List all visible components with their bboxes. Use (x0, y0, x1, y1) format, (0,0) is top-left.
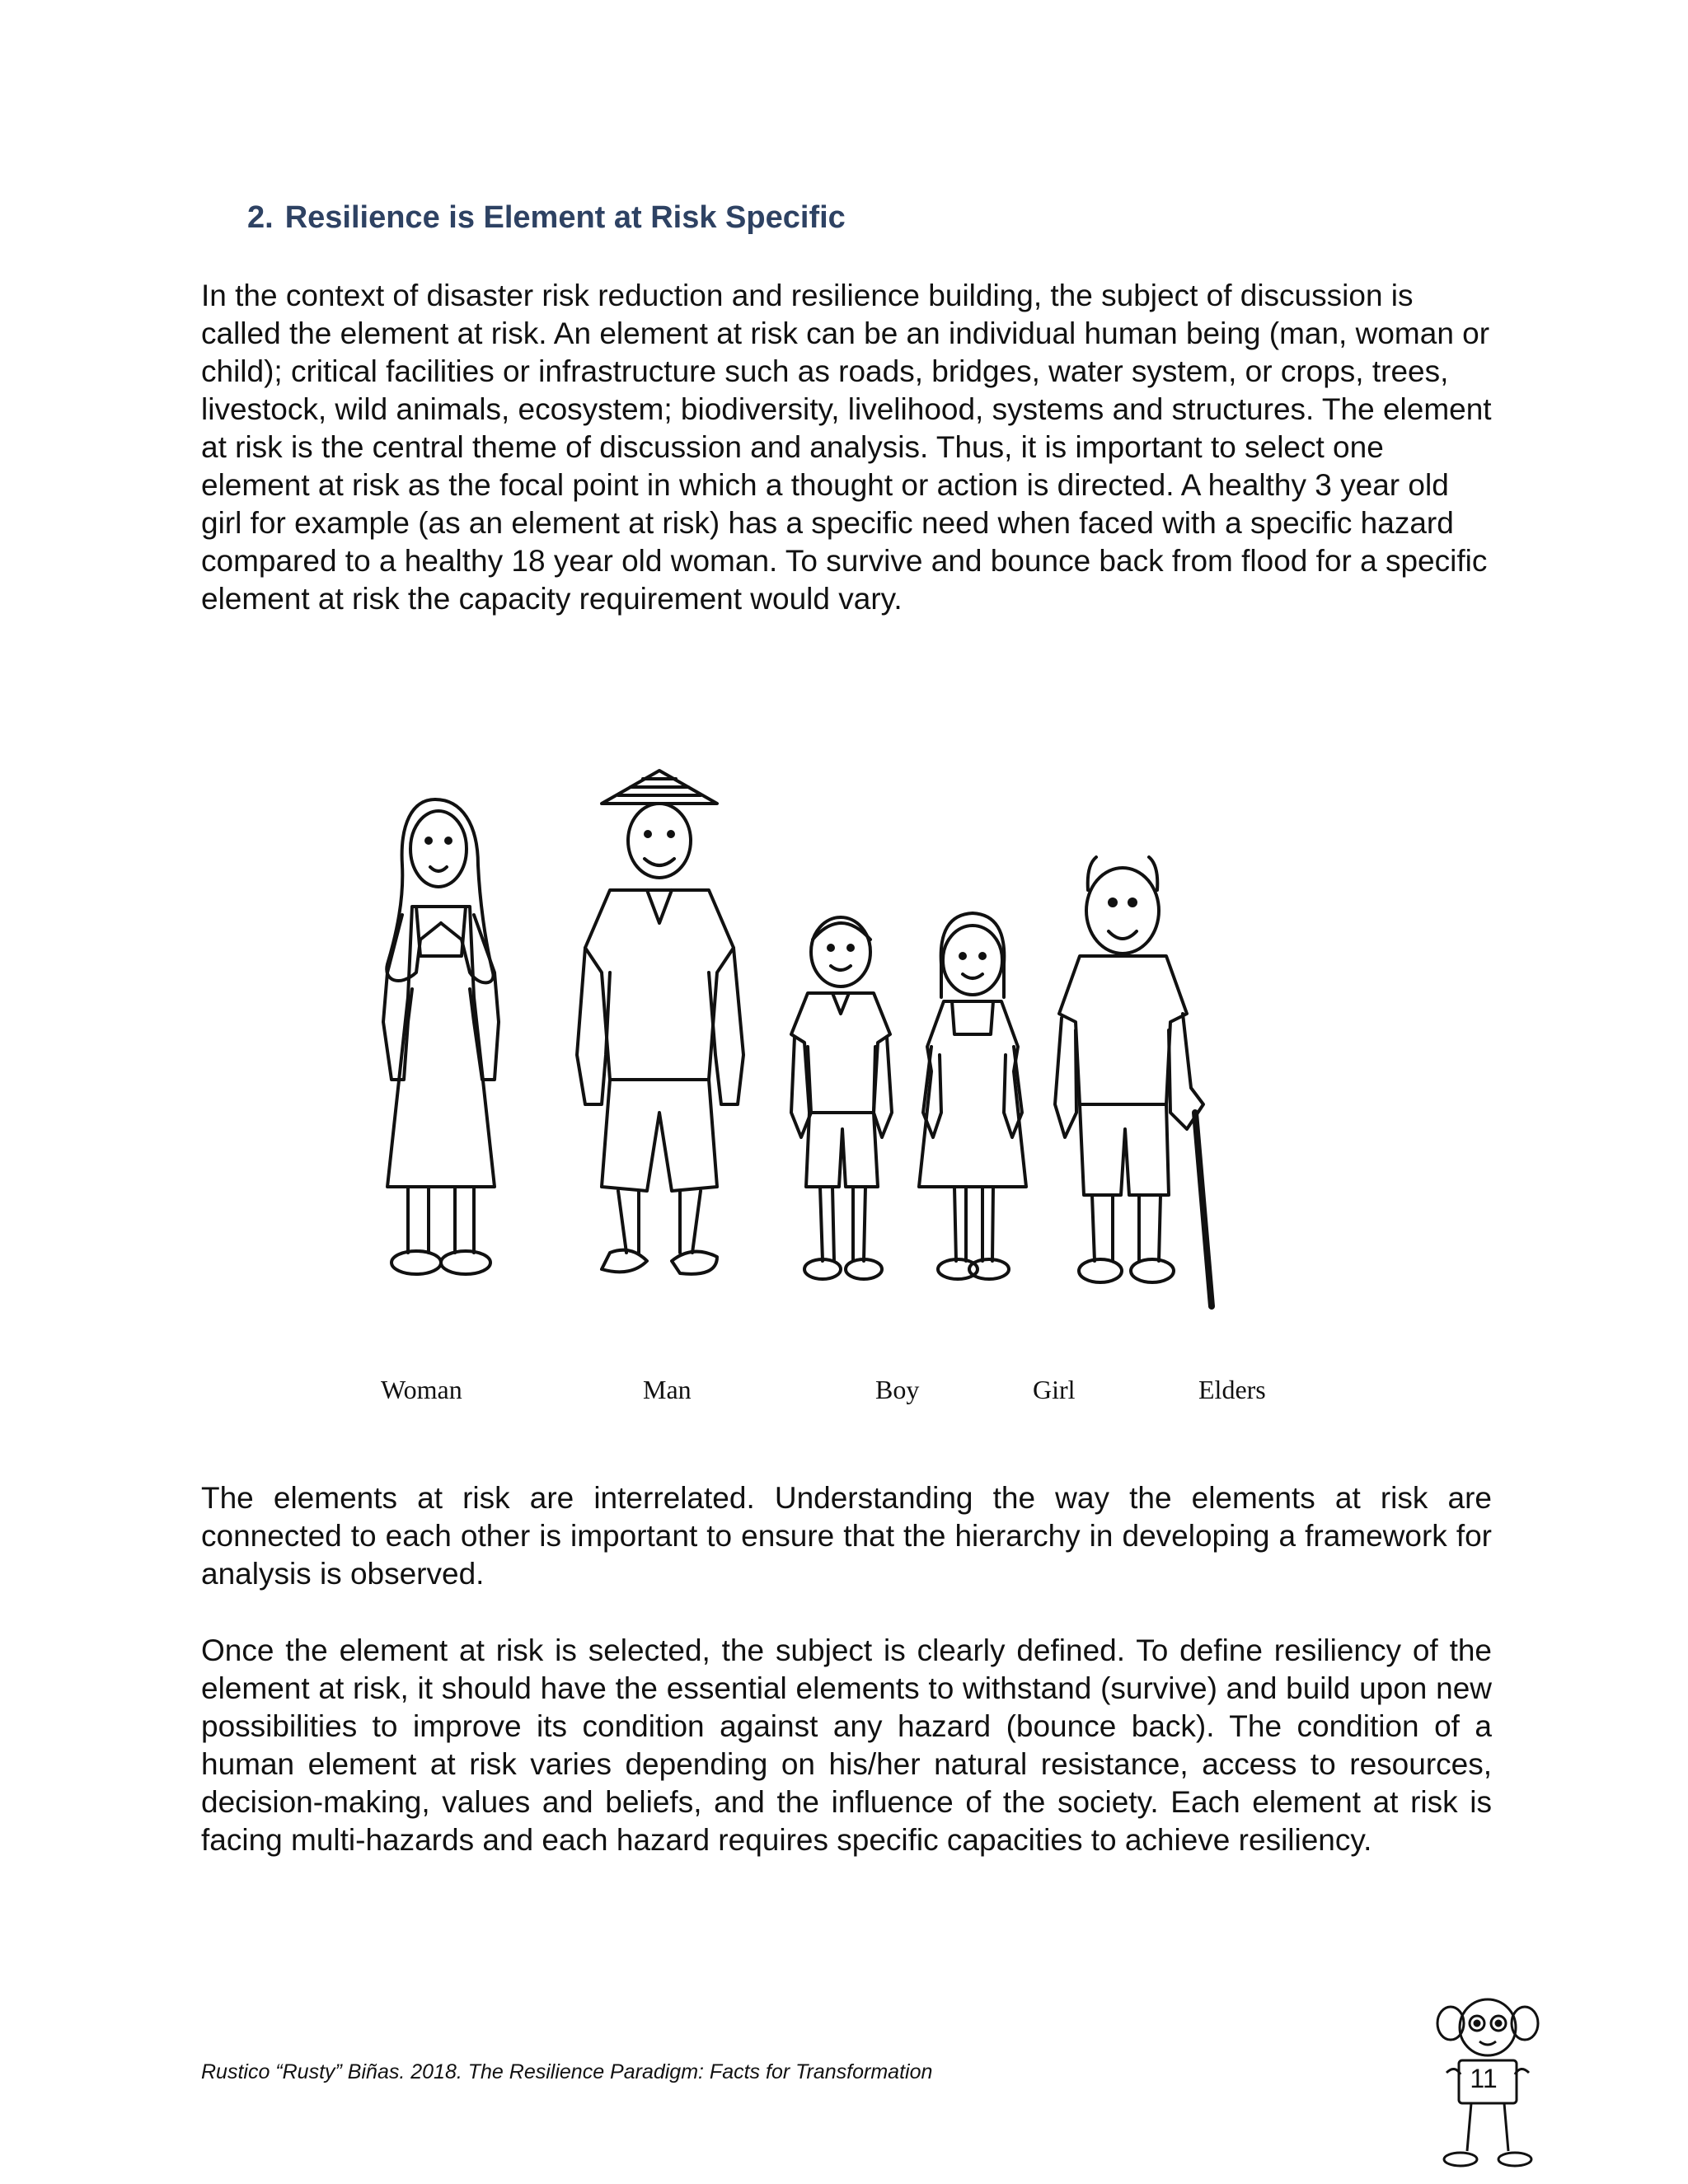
boy-figure (791, 917, 892, 1279)
page-number: 11 (1470, 2064, 1498, 2093)
elder-figure (1055, 857, 1212, 1306)
girl-figure (919, 913, 1026, 1279)
woman-figure (383, 799, 499, 1274)
footer-citation: Rustico “Rusty” Biñas. 2018. The Resilience Paradigm: Facts for Transformation (201, 2060, 933, 2083)
section-heading (247, 200, 846, 236)
caption-elders: Elders (1198, 1375, 1266, 1404)
man-figure (577, 771, 743, 1274)
section-title: Resilience is Element at Risk Specific (284, 200, 846, 235)
elements-at-risk-illustration (223, 725, 1442, 1409)
caption-girl: Girl (1033, 1375, 1076, 1404)
caption-man: Man (643, 1375, 692, 1404)
caption-woman: Woman (381, 1375, 462, 1404)
section-number: 2. (247, 200, 274, 235)
paragraph-interrelated: The elements at risk are interrelated. Understanding the way the elements at risk are connected to each other is important to ensure that the hierarchy in developing a framework for analysis is observed. (201, 1481, 1492, 1591)
paragraph-resiliency: Once the element at risk is selected, the subject is clearly defined. To define resiliency of the element at risk, it should have the essential elements to withstand (survive) and build upon new possibilities to improve its condition against any hazard (bounce back). The condition of a human element at risk varies depending on his/her natural resistance, access to resources, decision-making, values and beliefs, and the influence of the society. Each element at risk is facing multi-hazards and each hazard requires specific capacities to achieve resiliency. (201, 1633, 1492, 1857)
paragraph-intro: In the context of disaster risk reduction and resilience building, the subject of discussion is called the element at risk. An element at risk can be an individual human being (man, woman or child); critical facilities or infrastructure such as roads, bridges, water system, or crops, trees, livestock, wild animals, ecosystem; biodiversity, livelihood, systems and structures. The element at risk is the central theme of discussion and analysis. Thus, it is important to select one element at risk as the focal point in which a thought or action is directed. A healthy 3 year old girl for example (as an element at risk) has a specific need when faced with a specific hazard compared to a healthy 18 year old woman. To survive and bounce back from flood for a specific element at risk the capacity requirement would vary. (201, 279, 1492, 616)
caption-boy: Boy (875, 1375, 920, 1404)
